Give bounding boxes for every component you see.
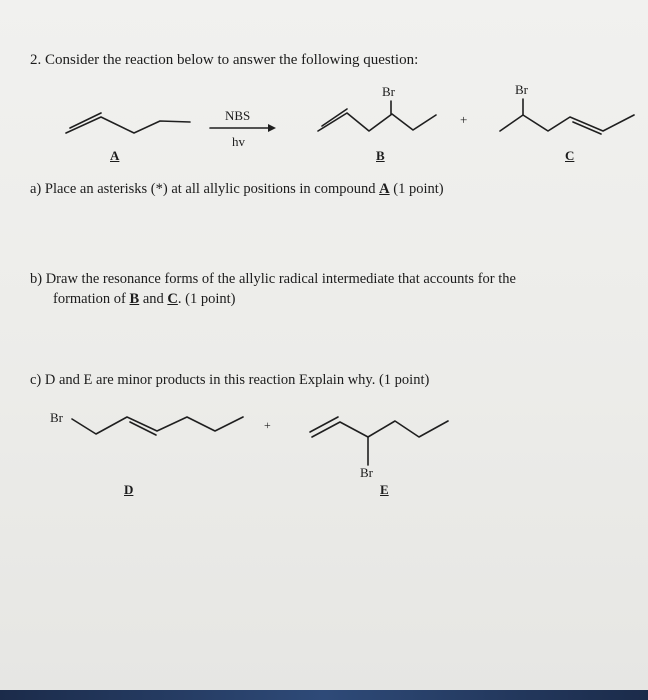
reagent-nbs: NBS <box>225 108 251 123</box>
part-b-ref-b: B <box>129 291 140 307</box>
bromine-label-b: Br <box>382 84 395 99</box>
label-b: B <box>376 148 385 163</box>
part-b-suffix: . (1 point) <box>177 291 236 307</box>
reagent-hv: hv <box>232 134 245 149</box>
label-a: A <box>110 148 120 163</box>
label-d: D <box>124 482 134 497</box>
question-part-b-line1: b) Draw the resonance forms of the allylic radical intermediate that accounts for the <box>30 271 516 287</box>
compound-d-structure <box>72 417 243 435</box>
question-part-a <box>30 181 444 198</box>
question-title: 2. Consider the reaction below to answer the following question: <box>30 52 419 68</box>
part-b-ref-c: C <box>167 291 178 307</box>
question-part-b-line2 <box>53 291 235 308</box>
compound-a-structure <box>66 113 190 133</box>
bromine-label-c: Br <box>515 82 528 97</box>
plus-sign-bottom: + <box>264 418 271 432</box>
bromine-label-d: Br <box>50 410 63 425</box>
question-part-c: c) D and E are minor products in this reaction Explain why. (1 point) <box>30 372 430 388</box>
part-a-ref: A <box>379 181 390 197</box>
compound-b-structure <box>318 101 436 131</box>
plus-sign-top: + <box>460 112 468 127</box>
label-c: C <box>565 148 575 163</box>
bottom-edge-strip <box>0 690 648 700</box>
part-b-mid: and <box>139 291 168 307</box>
compound-e-structure <box>310 417 448 465</box>
label-e: E <box>380 482 389 497</box>
part-a-suffix: (1 point) <box>389 181 444 197</box>
compound-c-structure <box>500 99 634 134</box>
part-a-text: a) Place an asterisks (*) at all allylic positions in compound <box>30 181 380 197</box>
part-b-prefix: formation of <box>53 291 130 307</box>
reaction-arrow <box>210 124 276 132</box>
bromine-label-e: Br <box>360 465 373 480</box>
